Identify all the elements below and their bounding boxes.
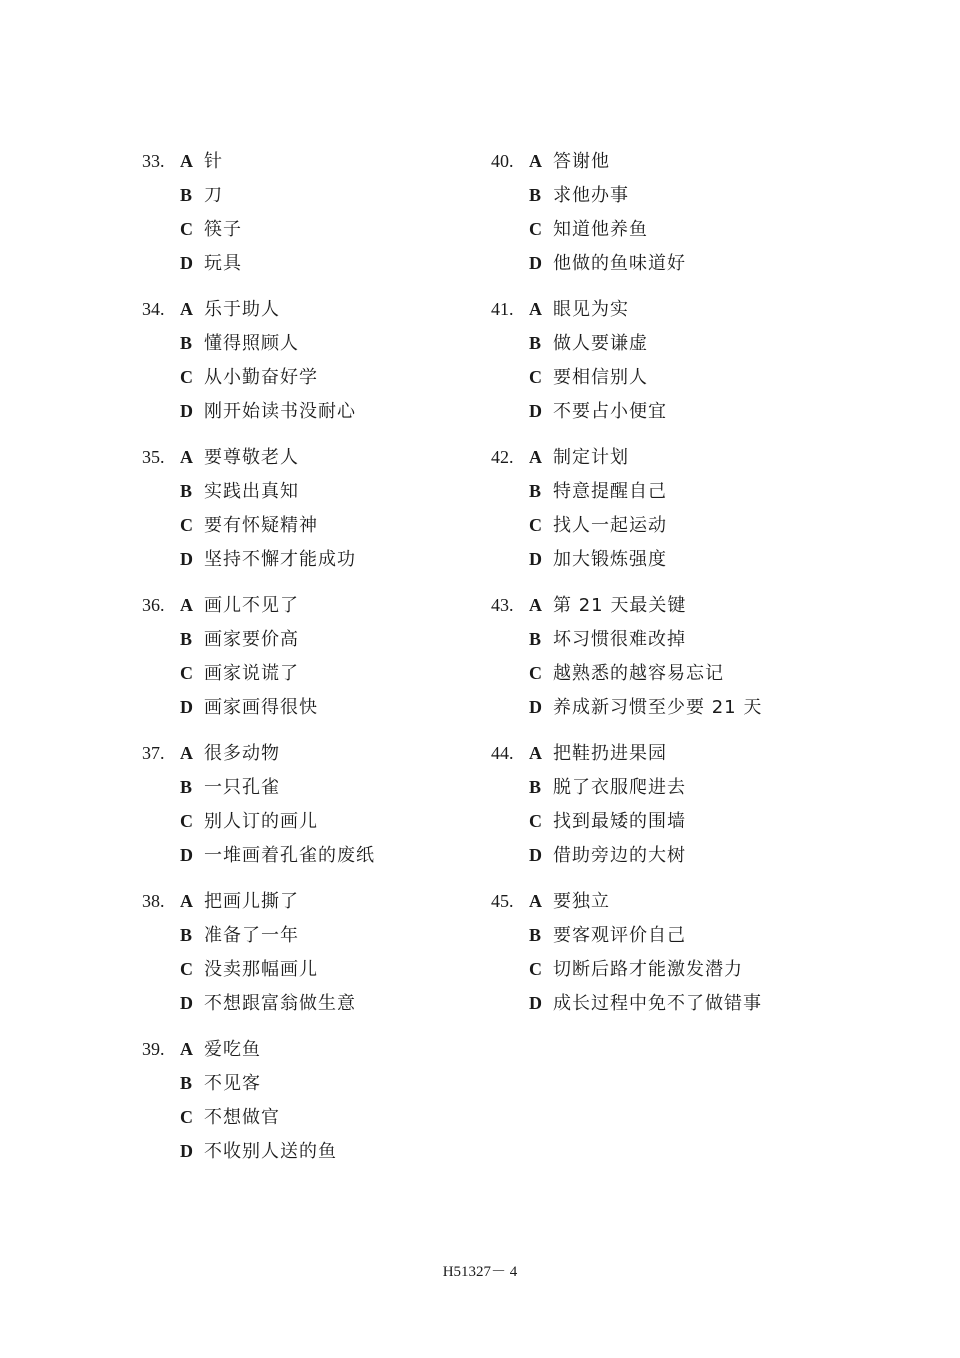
option-text: 筷子 — [204, 219, 242, 240]
answer-option — [529, 181, 629, 209]
option-letter: D — [180, 845, 193, 865]
option-text: 要尊敬老人 — [204, 447, 299, 468]
option-letter: A — [180, 743, 193, 763]
option-text: 特意提醒自己 — [553, 481, 667, 502]
option-letter: D — [529, 697, 542, 717]
answer-option — [529, 363, 648, 391]
answer-option — [529, 807, 686, 835]
option-letter: C — [180, 1107, 193, 1127]
answer-option — [529, 147, 610, 175]
answer-option — [180, 181, 223, 209]
option-text: 不想跟富翁做生意 — [204, 993, 356, 1014]
option-text: 越熟悉的越容易忘记 — [553, 663, 724, 684]
answer-option — [180, 989, 356, 1017]
option-letter: C — [529, 367, 542, 387]
option-letter: A — [180, 1039, 193, 1059]
option-letter: B — [529, 925, 542, 945]
option-text: 要相信别人 — [553, 367, 648, 388]
option-text: 求他办事 — [553, 185, 629, 206]
option-text: 画家要价高 — [204, 629, 299, 650]
question-number: 35. — [142, 447, 165, 467]
option-letter: A — [529, 299, 542, 319]
question-number: 33. — [142, 151, 165, 171]
answer-option — [529, 477, 667, 505]
option-text: 不收别人送的鱼 — [204, 1141, 337, 1162]
question-number: 43. — [491, 595, 514, 615]
option-text: 做人要谦虚 — [553, 333, 648, 354]
answer-option — [180, 693, 318, 721]
answer-option — [180, 545, 356, 573]
option-text: 不见客 — [204, 1073, 261, 1094]
question-number: 40. — [491, 151, 514, 171]
option-letter: D — [180, 1141, 193, 1161]
option-text: 要独立 — [553, 891, 610, 912]
option-text: 找人一起运动 — [553, 515, 667, 536]
page-number-label: H51327－ 4 — [442, 1264, 518, 1280]
option-letter: B — [180, 925, 193, 945]
answer-option — [529, 591, 686, 619]
answer-option — [529, 773, 686, 801]
answer-option — [180, 773, 280, 801]
option-letter: C — [529, 811, 542, 831]
option-text: 眼见为实 — [553, 299, 629, 320]
answer-option — [180, 739, 280, 767]
option-text: 知道他养鱼 — [553, 219, 648, 240]
answer-option — [529, 397, 667, 425]
answer-option — [180, 1103, 280, 1131]
answer-option — [180, 443, 299, 471]
option-letter: A — [180, 299, 193, 319]
answer-option — [529, 545, 667, 573]
option-text: 准备了一年 — [204, 925, 299, 946]
answer-option — [180, 625, 299, 653]
option-text: 刀 — [204, 185, 223, 206]
option-letter: A — [180, 447, 193, 467]
option-text: 找到最矮的围墙 — [553, 811, 686, 832]
question-number: 45. — [491, 891, 514, 911]
option-letter: B — [180, 185, 193, 205]
answer-option — [180, 147, 223, 175]
option-letter: C — [180, 811, 193, 831]
option-text: 一只孔雀 — [204, 777, 280, 798]
option-text: 懂得照顾人 — [204, 333, 299, 354]
option-text: 第 21 天最关键 — [553, 595, 687, 616]
answer-option — [180, 1137, 337, 1165]
answer-option — [529, 887, 610, 915]
answer-option — [180, 955, 318, 983]
option-letter: C — [180, 959, 193, 979]
answer-option — [529, 295, 629, 323]
option-letter: A — [180, 151, 193, 171]
answer-option — [180, 1069, 261, 1097]
option-text: 脱了衣服爬进去 — [553, 777, 686, 798]
answer-option — [180, 363, 318, 391]
option-letter: A — [529, 151, 542, 171]
answer-option — [529, 739, 667, 767]
answer-option — [180, 295, 280, 323]
option-letter: B — [180, 333, 193, 353]
option-text: 画家说谎了 — [204, 663, 299, 684]
option-letter: D — [529, 549, 542, 569]
option-text: 不要占小便宜 — [553, 401, 667, 422]
option-letter: C — [180, 663, 193, 683]
answer-option — [529, 511, 667, 539]
answer-option — [529, 955, 743, 983]
option-letter: B — [529, 777, 542, 797]
answer-option — [529, 989, 762, 1017]
option-letter: A — [529, 743, 542, 763]
option-text: 针 — [204, 151, 223, 172]
answer-option — [180, 887, 299, 915]
option-letter: D — [180, 697, 193, 717]
option-text: 把鞋扔进果园 — [553, 743, 667, 764]
option-text: 制定计划 — [553, 447, 629, 468]
option-text: 画家画得很快 — [204, 697, 318, 718]
option-text: 要有怀疑精神 — [204, 515, 318, 536]
option-text: 一堆画着孔雀的废纸 — [204, 845, 375, 866]
option-letter: C — [529, 515, 542, 535]
question-number: 39. — [142, 1039, 165, 1059]
question-number: 36. — [142, 595, 165, 615]
answer-option — [529, 841, 686, 869]
answer-option — [529, 693, 762, 721]
question-number: 41. — [491, 299, 514, 319]
option-text: 坚持不懈才能成功 — [204, 549, 356, 570]
answer-option — [180, 659, 299, 687]
option-letter: C — [529, 959, 542, 979]
option-text: 玩具 — [204, 253, 242, 274]
answer-option — [180, 1035, 261, 1063]
answer-option — [180, 329, 299, 357]
answer-option — [529, 659, 724, 687]
option-letter: C — [180, 515, 193, 535]
option-letter: B — [180, 1073, 193, 1093]
option-text: 加大锻炼强度 — [553, 549, 667, 570]
option-text: 爱吃鱼 — [204, 1039, 261, 1060]
question-number: 42. — [491, 447, 514, 467]
option-text: 画儿不见了 — [204, 595, 299, 616]
option-letter: B — [180, 481, 193, 501]
question-number: 37. — [142, 743, 165, 763]
answer-option — [529, 329, 648, 357]
option-text: 别人订的画儿 — [204, 811, 318, 832]
option-letter: B — [529, 481, 542, 501]
option-text: 坏习惯很难改掉 — [553, 629, 686, 650]
answer-option — [180, 841, 375, 869]
option-letter: B — [180, 629, 193, 649]
answer-option — [180, 807, 318, 835]
answer-option — [180, 249, 242, 277]
option-letter: A — [180, 891, 193, 911]
question-number: 34. — [142, 299, 165, 319]
answer-option — [180, 397, 356, 425]
option-text: 他做的鱼味道好 — [553, 253, 686, 274]
option-text: 要客观评价自己 — [553, 925, 686, 946]
option-text: 很多动物 — [204, 743, 280, 764]
option-letter: D — [529, 993, 542, 1013]
option-letter: A — [529, 447, 542, 467]
option-letter: D — [180, 549, 193, 569]
option-letter: D — [529, 845, 542, 865]
question-number: 44. — [491, 743, 514, 763]
option-letter: D — [180, 253, 193, 273]
option-letter: C — [529, 219, 542, 239]
option-text: 实践出真知 — [204, 481, 299, 502]
answer-option — [529, 921, 686, 949]
option-text: 答谢他 — [553, 151, 610, 172]
answer-option — [180, 511, 318, 539]
option-text: 切断后路才能激发潜力 — [553, 959, 743, 980]
option-text: 刚开始读书没耐心 — [204, 401, 356, 422]
answer-option — [529, 443, 629, 471]
option-letter: A — [529, 595, 542, 615]
option-letter: D — [529, 401, 542, 421]
option-text: 成长过程中免不了做错事 — [553, 993, 762, 1014]
option-letter: B — [529, 333, 542, 353]
option-letter: C — [180, 219, 193, 239]
option-letter: D — [180, 401, 193, 421]
option-letter: A — [180, 595, 193, 615]
option-letter: D — [180, 993, 193, 1013]
option-text: 不想做官 — [204, 1107, 280, 1128]
option-text: 没卖那幅画儿 — [204, 959, 318, 980]
option-text: 乐于助人 — [204, 299, 280, 320]
answer-option — [529, 215, 648, 243]
option-letter: C — [529, 663, 542, 683]
option-letter: C — [180, 367, 193, 387]
option-text: 养成新习惯至少要 21 天 — [553, 697, 763, 718]
option-letter: A — [529, 891, 542, 911]
page-footer — [0, 1260, 960, 1281]
option-text: 借助旁边的大树 — [553, 845, 686, 866]
option-letter: D — [529, 253, 542, 273]
question-number: 38. — [142, 891, 165, 911]
option-text: 把画儿撕了 — [204, 891, 299, 912]
answer-option — [529, 625, 686, 653]
answer-option — [180, 591, 299, 619]
option-letter: B — [529, 629, 542, 649]
answer-option — [180, 477, 299, 505]
answer-option — [529, 249, 686, 277]
option-letter: B — [180, 777, 193, 797]
option-letter: B — [529, 185, 542, 205]
option-text: 从小勤奋好学 — [204, 367, 318, 388]
answer-option — [180, 215, 242, 243]
answer-option — [180, 921, 299, 949]
